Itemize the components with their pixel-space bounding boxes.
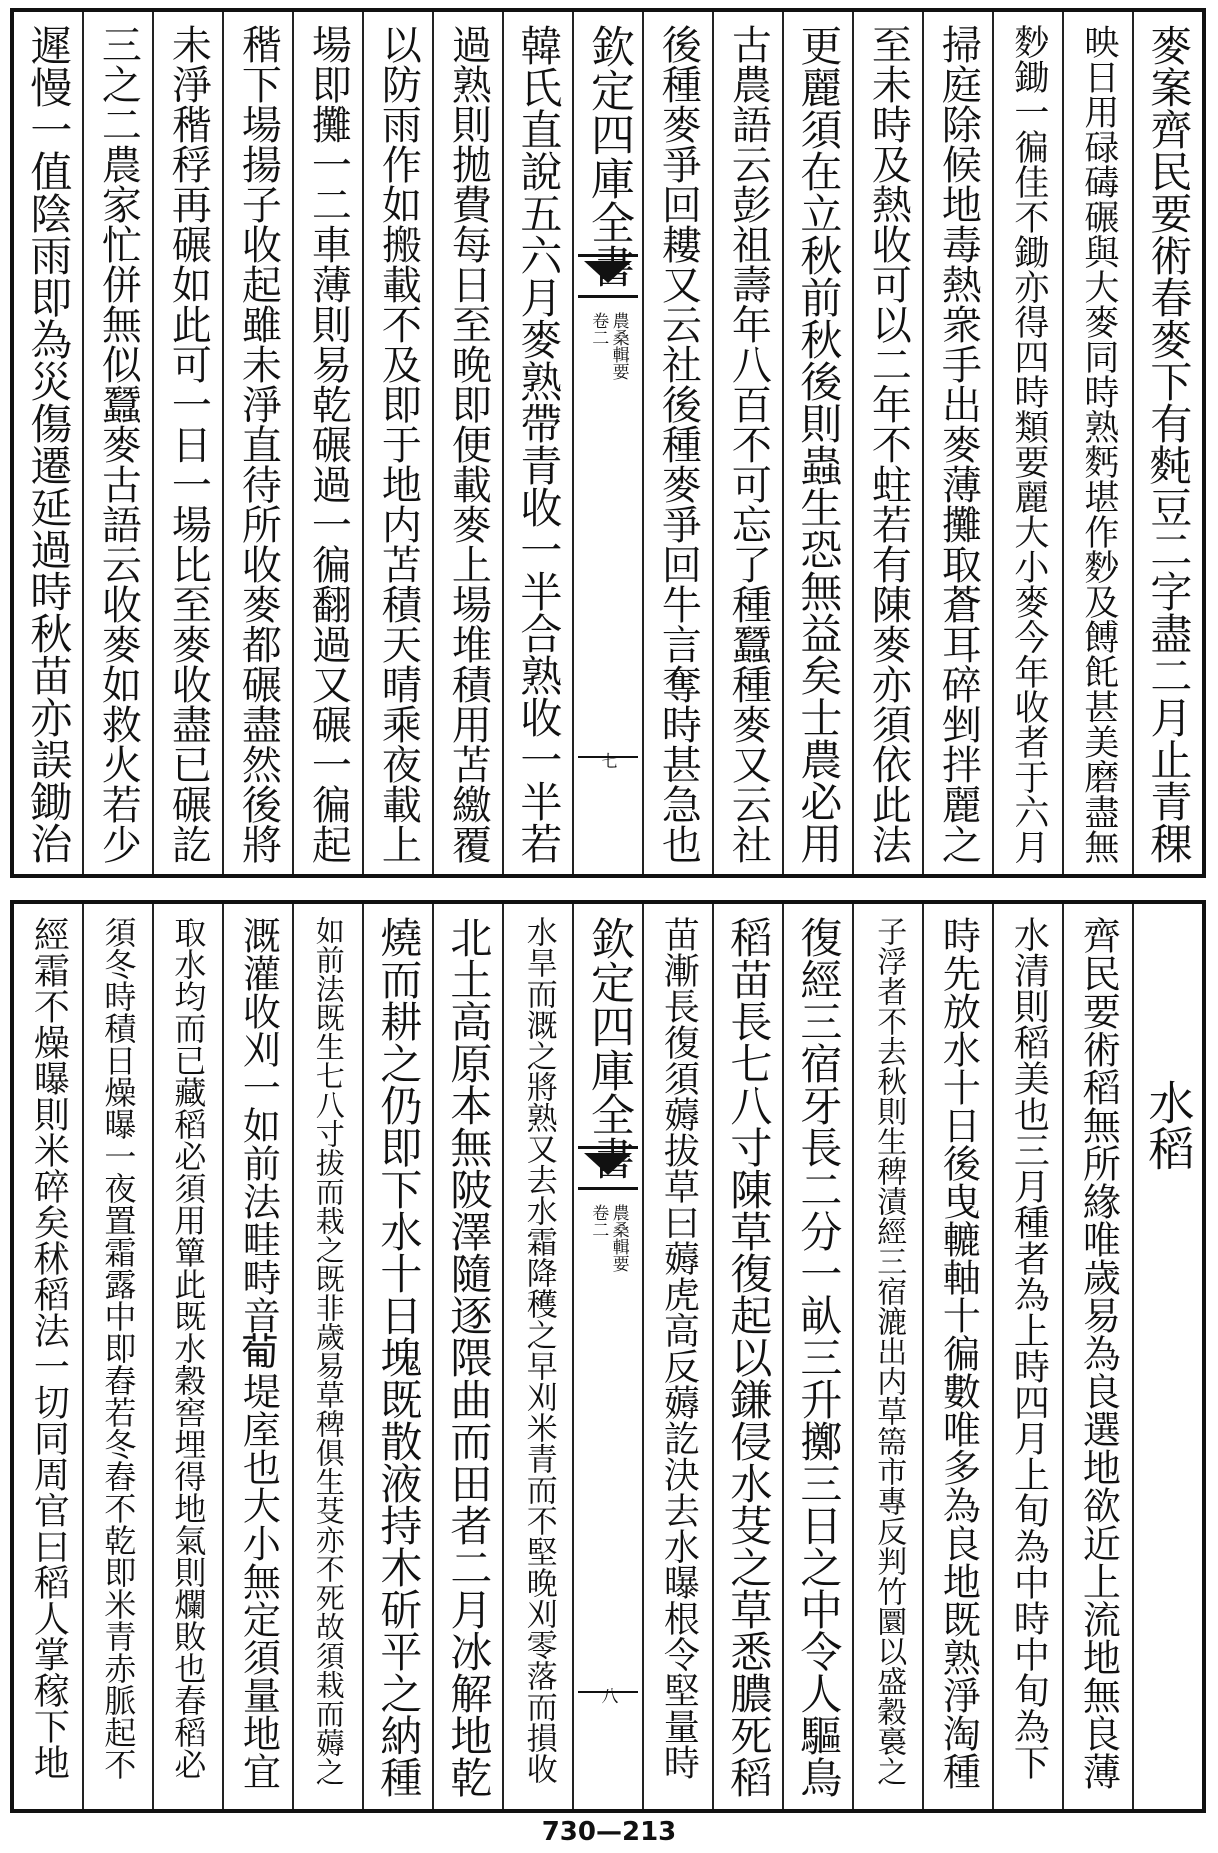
book-name: 農桑輯要 — [608, 312, 629, 380]
text-column: 時先放水十日後曳轆軸十徧數唯多為良地既熟淨淘種 — [922, 904, 992, 1809]
text-column: 溉灌收刈一如前法畦畤音𤰈堤庢也大小無定須量地宜 — [222, 904, 292, 1809]
text-column: 後種麥爭回耬又云社後種麥爭回牛言奪時甚急也 — [642, 12, 712, 874]
page-number: 七 — [597, 752, 618, 769]
text-column: 更麗須在立秋前秋後則蟲生恐無益矣士農必用 — [782, 12, 852, 874]
center-fold — [572, 904, 642, 1809]
text-column: 掃庭除候地毒熱衆手出麥薄攤取蒼耳碎剉拌麗之 — [922, 12, 992, 874]
text-column: 三之二農家忙併無似蠶麥古語云收麥如救火若少 — [82, 12, 152, 874]
book-name: 農桑輯要 — [608, 1204, 629, 1272]
fish-tail-mark — [578, 1146, 638, 1190]
bottom-page — [10, 900, 1206, 1813]
top-page — [10, 8, 1206, 878]
text-column: 麥案齊民要術春麥下有𪌋豆二字盡二月止青稞 — [1132, 12, 1202, 874]
section-heading-column — [1132, 904, 1202, 1809]
volume-label: 卷二 — [588, 312, 609, 346]
text-column: 水旱而溉之將熟又去水霜降穫之早刈米青而不堅晚刈零落而損收 — [502, 904, 572, 1809]
text-column: 北土高原本無陂澤隨逐隈曲而田者二月冰解地乾 — [432, 904, 502, 1809]
center-fold — [572, 12, 642, 874]
section-heading: 水稻 — [1141, 1079, 1196, 1171]
text-column: 以防雨作如搬載不及即于地内苫積天晴乘夜載上 — [362, 12, 432, 874]
text-column: 韓氏直說五六月麥熟帶青收一半合熟收一半若 — [502, 12, 572, 874]
text-column: 過熟則拋費每日至晚即便載麥上場堆積用苫繳覆 — [432, 12, 502, 874]
text-column: 復經三宿牙長二分一畒三升擲三日之中令人驅鳥 — [782, 904, 852, 1809]
text-column: 如前法既生七八寸拔而栽之既非歲易草稗俱生芟亦不死故須栽而薅之 — [292, 904, 362, 1809]
volume-label: 卷二 — [588, 1204, 609, 1238]
text-column: 未淨稭稃再碾如此可一日一場比至麥收盡已碾訖 — [152, 12, 222, 874]
text-column: 遲慢一值陰雨即為災傷遷延過時秋苗亦誤鋤治 — [24, 24, 74, 864]
text-column: 齊民要術稻無所緣唯歲易為良選地欲近上流地無良薄 — [1062, 904, 1132, 1809]
text-column: 水清則稻美也三月種者為上時四月上旬為中時中旬為下 — [992, 904, 1062, 1809]
text-column: 苗漸長復須薅拔草曰薅虎高反薅訖決去水曝根令堅量時 — [642, 904, 712, 1809]
text-column: 稻苗長七八寸陳草復起以鎌侵水芟之草悉膿死稻 — [712, 904, 782, 1809]
fish-tail-mark — [578, 254, 638, 298]
text-column: 至未時及熱收可以二年不蛀若有陳麥亦須依此法 — [852, 12, 922, 874]
text-column: 取水均而已藏稻必須用簞此既水穀窖埋得地氣則爛敗也春稻必 — [152, 904, 222, 1809]
book-title: 欽定四庫全書 — [583, 916, 634, 1180]
text-column: 須冬時積日燥曝一夜置霜露中即舂若冬舂不乾即米青赤脈起不 — [82, 904, 152, 1809]
page-number: 八 — [597, 1687, 618, 1704]
text-column: 稭下場揚子收起雖未淨直待所收麥都碾盡然後將 — [222, 12, 292, 874]
book-title: 欽定四庫全書 — [583, 24, 634, 288]
text-column: 燒而耕之仍即下水十日塊既散液持木斫平之納種 — [362, 904, 432, 1809]
text-column: 映日用碌碡碾與大麥同時熟麫堪作麨及餺飥甚美磨盡無 — [1062, 12, 1132, 874]
text-column: 子浮者不去秋則生稗漬經三宿漉出内草篅市專反判竹圜以盛穀裛之 — [852, 904, 922, 1809]
text-column: 麨鋤一徧佳不鋤亦得四時類要麗大小麥今年收者于六月 — [992, 12, 1062, 874]
page-code: 730—213 — [541, 1817, 677, 1847]
text-column: 古農語云彭祖壽年八百不可忘了種蠶種麥又云社 — [712, 12, 782, 874]
text-column: 經霜不燥曝則米碎矣秫稻法一切同周官曰稻人掌稼下地 — [28, 916, 70, 1780]
text-column: 場即攤一二車薄則易乾碾過一徧翻過又碾一徧起 — [292, 12, 362, 874]
